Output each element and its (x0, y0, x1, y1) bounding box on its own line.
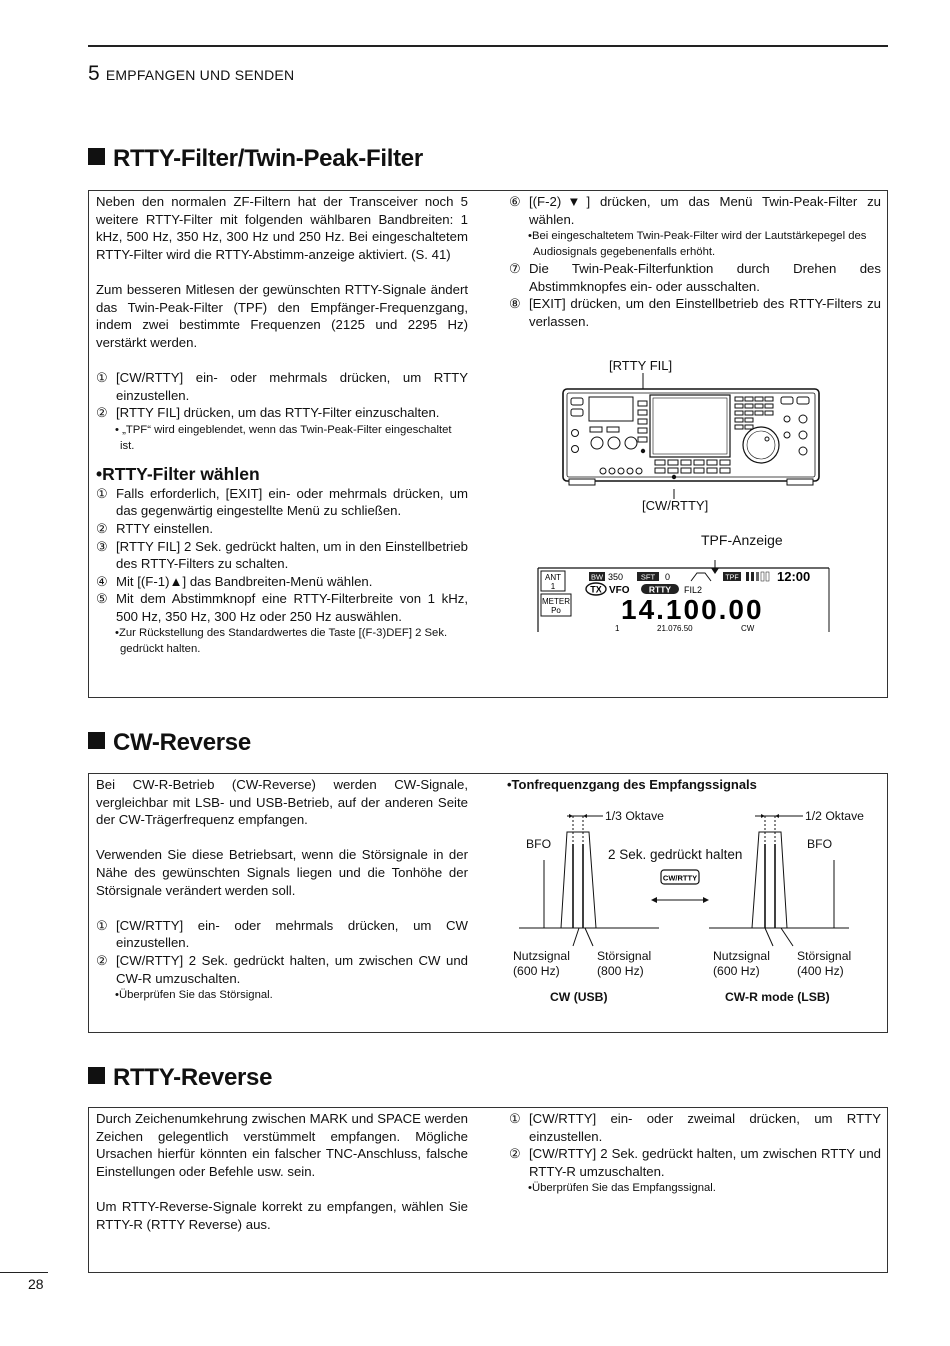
step-text: [CW/RTTY] ein- oder mehrmals drücken, um CW einzustellen. (116, 917, 468, 951)
paragraph: Bei CW-R-Betrieb (CW-Reverse) werden CW-Signale, vergleichbar mit LSB- und USB-Betrieb, auf der anderen Seite der CW-Trägerfrequenz empfangen. (96, 777, 468, 828)
list-item (96, 404, 468, 422)
transceiver-front-panel-illustration (559, 371, 824, 501)
label-stoersignal-right-hz: (400 Hz) (797, 964, 844, 978)
step-number: ④ (96, 573, 108, 589)
lcd-sft-value: 0 (665, 572, 671, 582)
right-column (509, 1110, 881, 1196)
paragraph: Um RTTY-Reverse-Signale korrekt zu empfangen, wählen Sie RTTY-R (RTTY Reverse) aus. (96, 1198, 468, 1232)
step-number: ③ (96, 538, 108, 554)
lcd-mode-badge: RTTY (648, 584, 672, 595)
square-bullet-icon (88, 148, 105, 165)
section-title-text: RTTY-Filter/Twin-Peak-Filter (113, 145, 423, 172)
lcd-bw-value: 350 (608, 572, 624, 582)
lcd-sft-label: SFT (640, 572, 656, 582)
lcd-ant-number: 1 (550, 582, 556, 591)
note: •Zur Rückstellung des Standardwertes die Taste [(F-3)DEF] 2 Sek. gedrückt halten. (115, 627, 448, 656)
list-item (96, 573, 468, 591)
label-stoersignal-right: Störsignal (797, 949, 852, 963)
step-text: [RTTY FIL] 2 Sek. gedrückt halten, um in den Einstellbetrieb des RTTY-Filters zu schalten. (116, 538, 468, 572)
list-item (509, 260, 881, 295)
diagram-title: •Tonfrequenzgang des Empfangssignals (507, 777, 757, 792)
label-hold-two-seconds: 2 Sek. gedrückt halten (608, 847, 743, 862)
step-text: Falls erforderlich, [EXIT] ein- oder mehrmals drücken, um das gegenwärtig eingestellte Menü zu schließen. (116, 485, 468, 519)
lcd-tpf-badge: TPF (725, 574, 739, 582)
section-title-text: CW-Reverse (113, 729, 251, 756)
label-nutzsignal-left-hz: (600 Hz) (513, 964, 560, 978)
chapter-title: EMPFANGEN UND SENDEN (105, 67, 295, 83)
label-nutzsignal-right: Nutzsignal (713, 949, 770, 963)
subheading: •RTTY-Filter wählen (96, 463, 260, 484)
cw-reverse-frequency-diagram (509, 804, 869, 954)
step-text: [RTTY FIL] drücken, um das RTTY-Filter einzuschalten. (116, 405, 440, 421)
list-item (96, 952, 468, 987)
step-text: RTTY einstellen. (116, 520, 213, 536)
paragraph: Zum besseren Mitlesen der gewünschten RTTY-Signale ändert das Twin-Peak-Filter (TPF) den Empfänger-Frequenzgang, indem zwei bestimmte Frequenzen (2125 und 2295 Hz) verstärkt werden. (96, 281, 468, 350)
lcd-filter-label: FIL2 (684, 585, 703, 595)
section-title-rtty-filter (88, 145, 423, 173)
list-item (509, 1110, 881, 1145)
list-item (509, 295, 881, 330)
label-nutzsignal-right-hz: (600 Hz) (713, 964, 760, 978)
lcd-clock: 12:00 (777, 569, 811, 584)
step-text: Mit [(F-1)▲] das Bandbreiten-Menü wählen. (116, 573, 373, 589)
square-bullet-icon (88, 1067, 105, 1084)
list-item (96, 590, 468, 625)
section-title-rtty-reverse (88, 1064, 272, 1092)
note: • „TPF“ wird eingeblendet, wenn das Twin-Peak-Filter eingeschaltet ist. (115, 423, 452, 452)
step-number: ② (96, 520, 108, 536)
lcd-memory-number: 1 (615, 624, 620, 633)
left-column (96, 776, 468, 1003)
step-text: Die Twin-Peak-Filterfunktion durch Drehen des Abstimmknopfes ein- oder ausschalten. (529, 261, 881, 294)
square-bullet-icon (88, 732, 105, 749)
list-item (96, 520, 468, 538)
note: •Bei eingeschaltetem Twin-Peak-Filter wird der Lautstärkepegel des Audiosignals gegebenenfalls erhöht. (528, 230, 867, 259)
step-number: ② (96, 952, 108, 968)
caption-cw-usb: CW (USB) (550, 990, 608, 1004)
page-number: 28 (28, 1276, 44, 1292)
label-stoersignal-left-hz: (800 Hz) (597, 964, 644, 978)
step-text: [CW/RTTY] 2 Sek. gedrückt halten, um zwischen RTTY und RTTY-R umzuschalten. (529, 1146, 881, 1179)
label-bfo-left: BFO (526, 837, 552, 851)
list-item (96, 538, 468, 573)
step-number: ① (96, 485, 108, 501)
lcd-sub-mode: CW (741, 624, 755, 633)
lcd-tx-indicator: TX (590, 584, 602, 595)
header-rule (88, 45, 888, 47)
step-number: ① (96, 369, 108, 385)
step-text: [EXIT] drücken, um den Einstellbetrieb des RTTY-Filters zu verlassen. (529, 296, 881, 329)
chapter-heading (88, 62, 294, 86)
left-column (96, 1110, 468, 1233)
label-stoersignal-left: Störsignal (597, 949, 652, 963)
section-box-cw-reverse (88, 773, 888, 1033)
lcd-meter-label: METER (542, 597, 570, 606)
cw-rtty-key-label: CW/RTTY (662, 873, 698, 883)
list-item (96, 369, 468, 404)
lcd-vfo-label: VFO (609, 585, 630, 596)
caption-cw-r-lsb: CW-R mode (LSB) (725, 990, 830, 1004)
paragraph: Verwenden Sie diese Betriebsart, wenn die Störsignale in der Nähe des gewünschten Signals liegen und die Tonhöhe der Störsignale verändert werden soll. (96, 847, 468, 898)
step-text: [(F-2)▼] drücken, um das Menü Twin-Peak-Filter zu wählen. (529, 194, 881, 227)
lcd-frequency: 14.100.00 (621, 594, 764, 625)
step-number: ⑦ (509, 261, 521, 277)
list-item (96, 917, 468, 952)
label-rtty-fil: [RTTY FIL] (609, 358, 673, 373)
step-text: [CW/RTTY] ein- oder zweimal drücken, um RTTY einzustellen. (529, 1111, 881, 1144)
note: •Überprüfen Sie das Störsignal. (115, 989, 273, 1002)
right-column (509, 193, 881, 331)
lcd-po-label: Po (551, 606, 561, 615)
label-cw-rtty: [CW/RTTY] (642, 498, 709, 513)
list-item (96, 485, 468, 520)
chapter-number: 5 (88, 62, 100, 85)
paragraph: Durch Zeichenumkehrung zwischen MARK und SPACE werden Zeichen gelegentlich verstümmelt empfangen. Mögliche Ursachen hierfür könnten ein falscher TNC-Anschluss, falsche Einstellungen oder Befehle usw. sein. (96, 1111, 468, 1179)
section-box-rtty-filter (88, 190, 888, 698)
lcd-display-illustration (537, 556, 837, 636)
label-bfo-right: BFO (807, 837, 833, 851)
label-tpf-anzeige: TPF-Anzeige (701, 532, 783, 548)
list-item (509, 1145, 881, 1180)
list-item (509, 193, 881, 228)
step-number: ⑥ (509, 194, 521, 209)
label-half-octave: 1/2 Oktave (805, 809, 864, 823)
step-number: ⑧ (509, 296, 521, 312)
left-column (96, 193, 468, 657)
section-title-cw-reverse (88, 729, 251, 757)
step-number: ① (509, 1111, 521, 1126)
label-one-third-octave: 1/3 Oktave (605, 809, 664, 823)
section-title-text: RTTY-Reverse (113, 1064, 273, 1091)
note: •Überprüfen Sie das Empfangssignal. (528, 1182, 716, 1195)
label-nutzsignal-left: Nutzsignal (513, 949, 570, 963)
lcd-bw-label: BW (590, 572, 604, 582)
step-number: ② (509, 1146, 521, 1162)
step-text: Mit dem Abstimmknopf eine RTTY-Filterbreite von 1 kHz, 500 Hz, 350 Hz, 300 Hz oder 250 Hz auswählen. (116, 591, 468, 624)
step-number: ⑤ (96, 591, 108, 607)
step-number: ① (96, 917, 108, 933)
paragraph: Neben den normalen ZF-Filtern hat der Transceiver noch 5 weitere RTTY-Filter mit folgenden wählbaren Bandbreiten: 1 kHz, 500 Hz, 350 Hz, 300 Hz und 250 Hz. Bei eingeschaltetem RTTY-Filter wird die RTTY-Abstimm-anzeige aktiviert. (S. 41) (96, 194, 468, 262)
page-number-rule (0, 1272, 48, 1273)
step-text: [CW/RTTY] 2 Sek. gedrückt halten, um zwischen CW und CW-R umzuschalten. (116, 952, 468, 986)
step-number: ② (96, 405, 108, 421)
step-text: [CW/RTTY] ein- oder mehrmals drücken, um RTTY einzustellen. (116, 369, 468, 403)
lcd-sub-frequency: 21.076.50 (657, 624, 693, 633)
lcd-ant-label: ANT (545, 573, 561, 582)
section-box-rtty-reverse (88, 1107, 888, 1273)
